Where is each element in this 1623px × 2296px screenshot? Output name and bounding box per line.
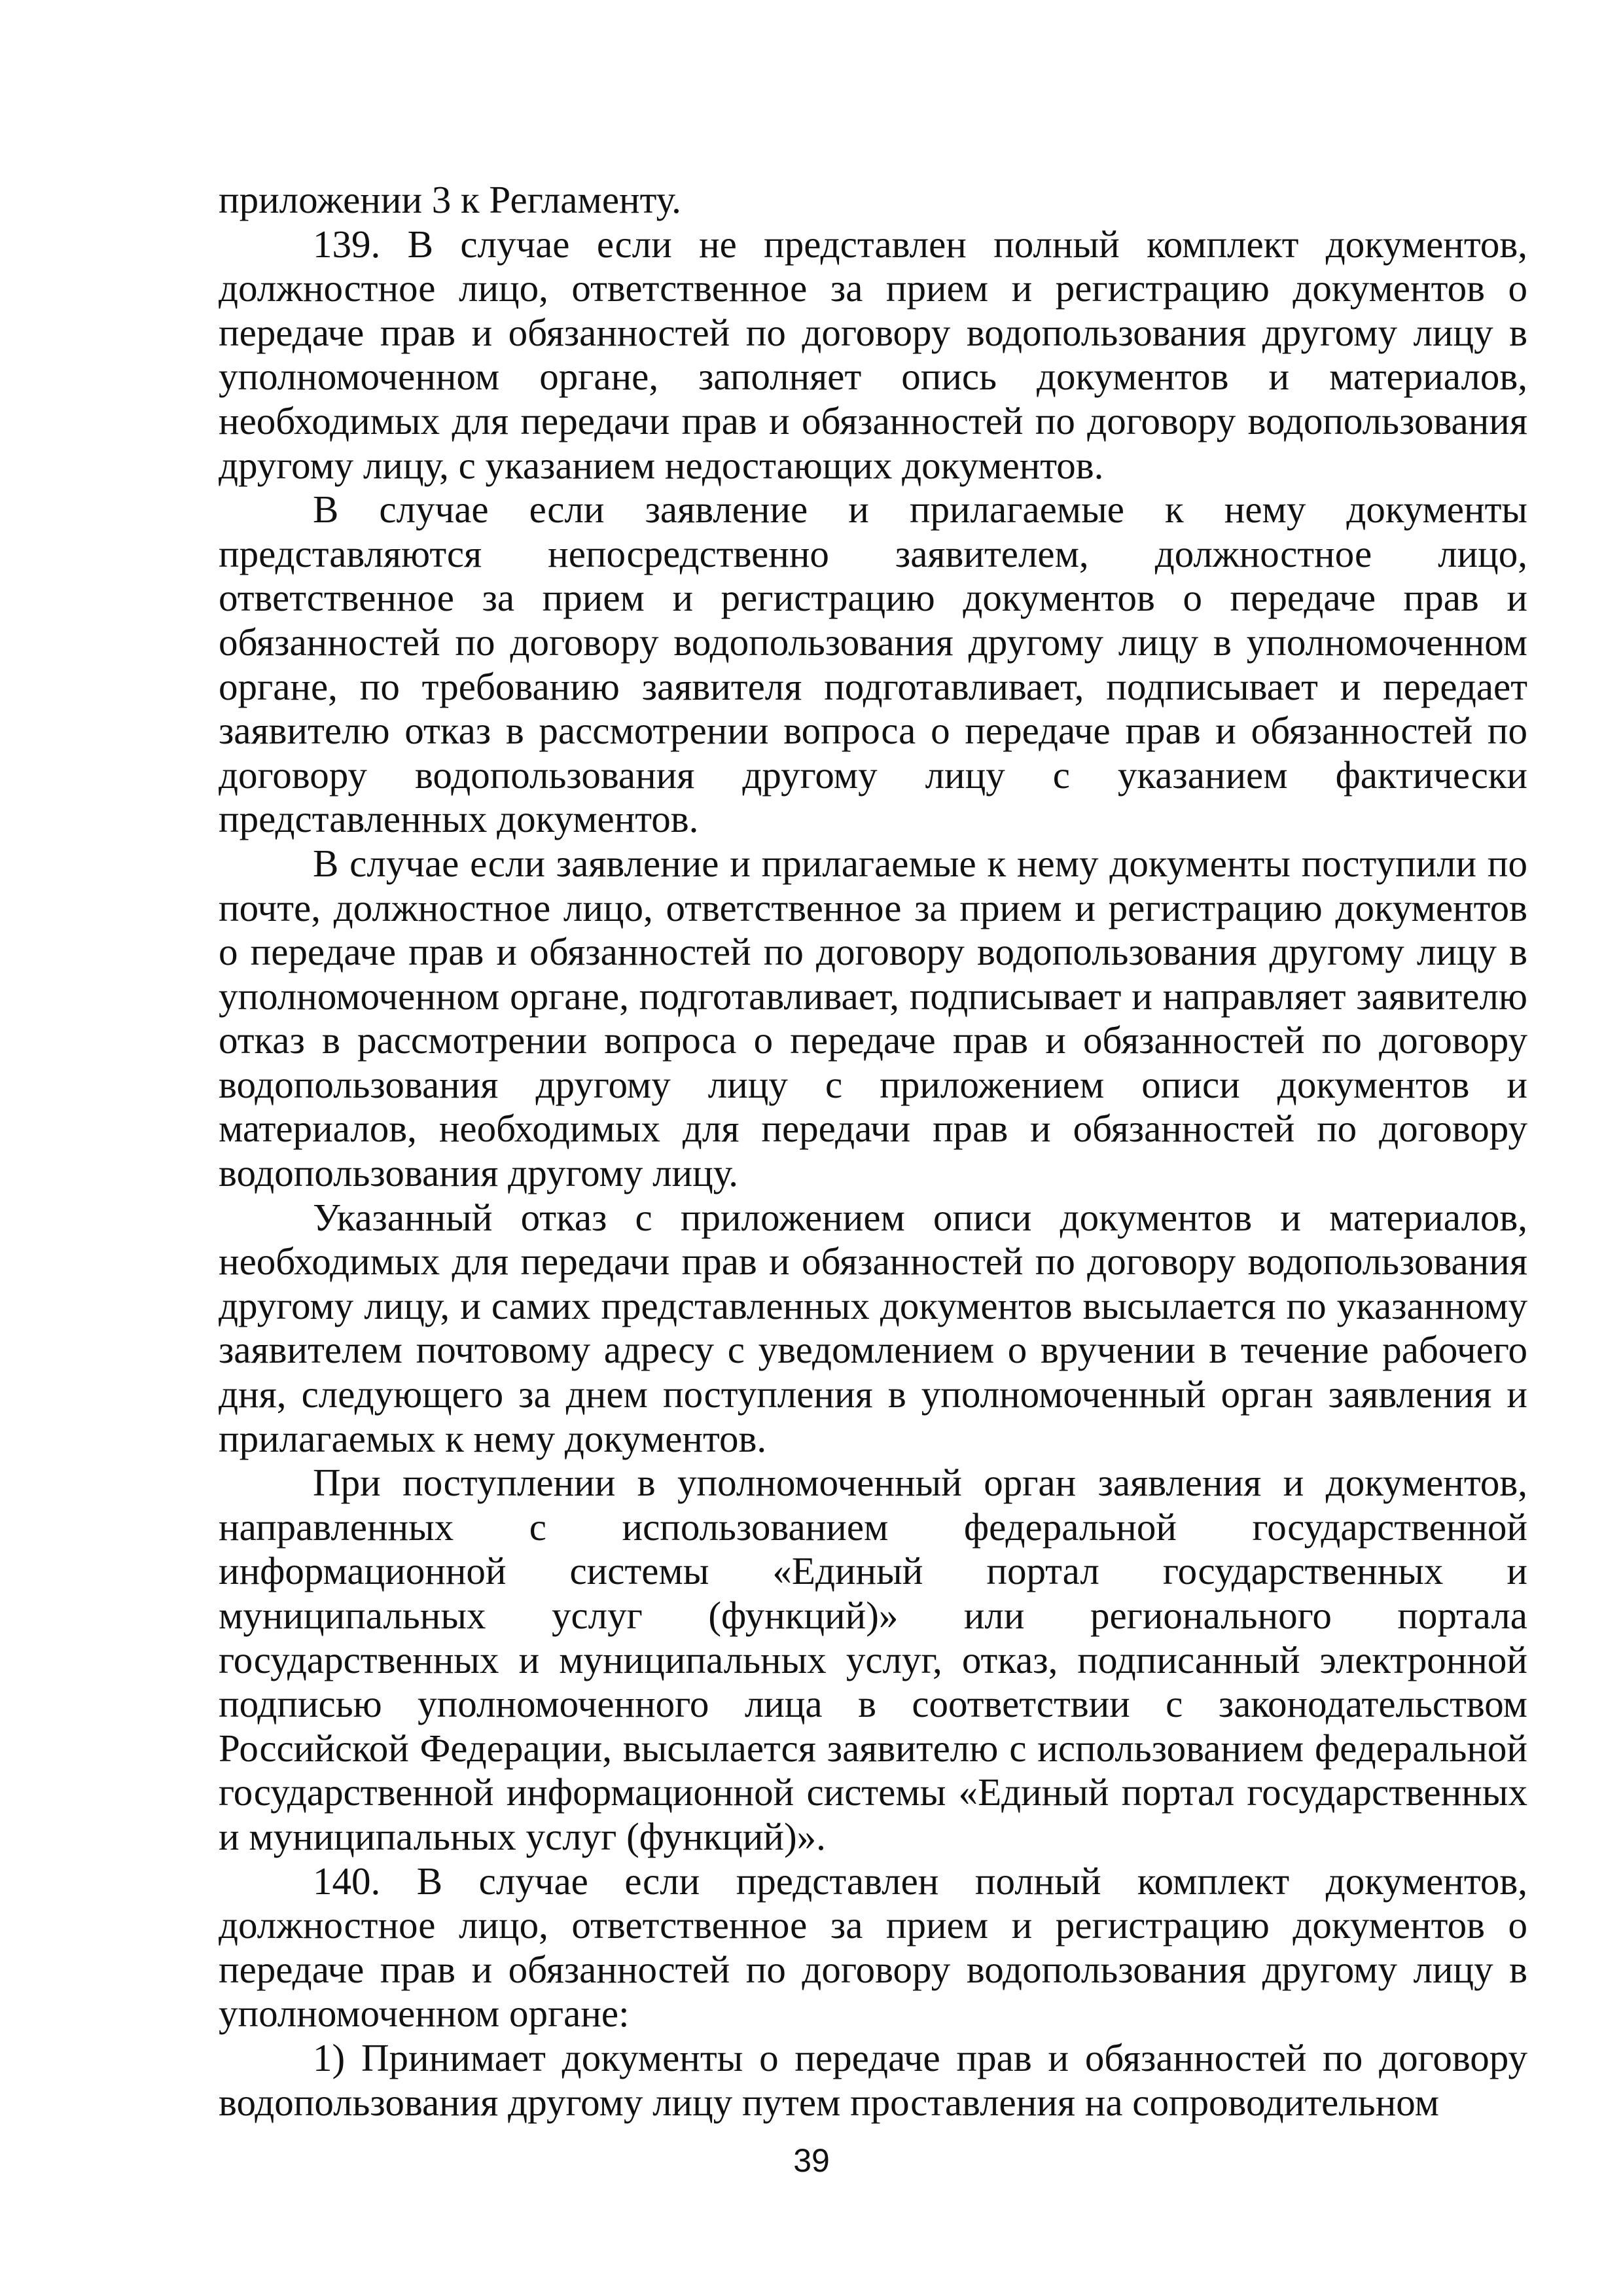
paragraph-refusal-mailing: Указанный отказ с приложением описи документов и материалов, необходимых для передачи прав и обязанностей по договору водопользования другому лицу, и самих представленных документов высылается по указанному заявителем почтовому адресу с уведомлением о вручении в течение рабочего дня, следующего за днем поступления в уполномоченный орган заявления и прилагаемых к нему документов. (219, 1195, 1527, 1460)
paragraph-140-item-1: 1) Принимает документы о передаче прав и обязанностей по договору водопользования другому лицу путем проставления на сопроводительном (219, 2036, 1527, 2124)
paragraph-139: 139. В случае если не представлен полный комплект документов, должностное лицо, ответственное за прием и регистрацию документов о передаче прав и обязанностей по договору водопользования другому лицу в уполномоченном органе, заполняет опись документов и материалов, необходимых для передачи прав и обязанностей по договору водопользования другому лицу, с указанием недостающих документов. (219, 222, 1527, 487)
paragraph-electronic-submission: При поступлении в уполномоченный орган заявления и документов, направленных с использованием федеральной государственной информационной системы «Единый портал государственных и муниципальных услуг (функций)» или регионального портала государственных и муниципальных услуг, отказ, подписанный электронной подписью уполномоченного лица в соответствии с законодательством Российской Федерации, высылается заявителю с использованием федеральной государственной информационной системы «Единый портал государственных и муниципальных услуг (функций)». (219, 1461, 1527, 1858)
paragraph-continuation: приложении 3 к Регламенту. (219, 178, 681, 221)
paragraph-140: 140. В случае если представлен полный комплект документов, должностное лицо, ответственное за прием и регистрацию документов о передаче прав и обязанностей по договору водопользования другому лицу в уполномоченном органе: (219, 1859, 1527, 2036)
document-body (219, 178, 1527, 2125)
page-number: 39 (793, 2142, 830, 2179)
paragraph-postal-submission: В случае если заявление и прилагаемые к нему документы поступили по почте, должностное лицо, ответственное за прием и регистрацию документов о передаче прав и обязанностей по договору водопользования другому лицу в уполномоченном органе, подготавливает, подписывает и направляет заявителю отказ в рассмотрении вопроса о передаче прав и обязанностей по договору водопользования другому лицу с приложением описи документов и материалов, необходимых для передачи прав и обязанностей по договору водопользования другому лицу. (219, 841, 1527, 1195)
paragraph-in-person-submission: В случае если заявление и прилагаемые к нему документы представляются непосредственно заявителем, должностное лицо, ответственное за прием и регистрацию документов о передаче прав и обязанностей по договору водопользования другому лицу в уполномоченном органе, по требованию заявителя подготавливает, подписывает и передает заявителю отказ в рассмотрении вопроса о передаче прав и обязанностей по договору водопользования другому лицу с указанием фактически представленных документов. (219, 488, 1527, 841)
